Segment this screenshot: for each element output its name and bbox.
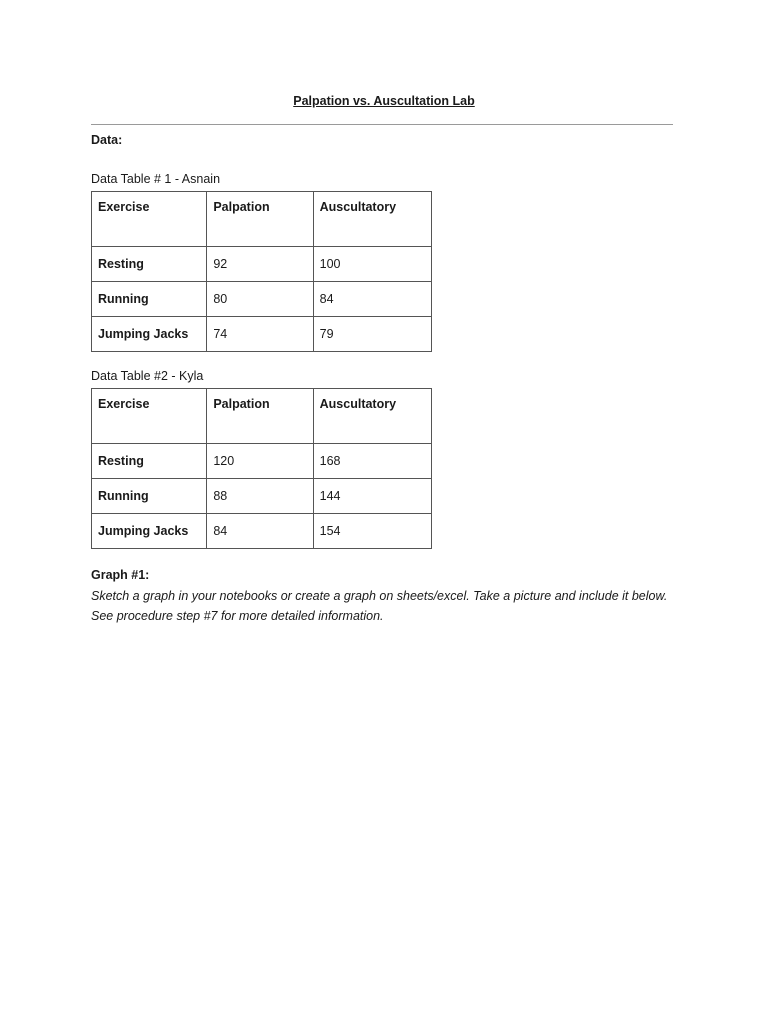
header-palpation: Palpation	[207, 389, 313, 444]
table-row	[92, 444, 432, 479]
table-row	[92, 247, 432, 282]
auscultatory-cell: 100	[313, 247, 431, 282]
data-table-2	[91, 388, 432, 549]
exercise-cell: Jumping Jacks	[92, 514, 207, 549]
palpation-cell: 88	[207, 479, 313, 514]
palpation-cell: 120	[207, 444, 313, 479]
header-exercise: Exercise	[92, 192, 207, 247]
table-header-row	[92, 192, 432, 247]
data-table-1	[91, 191, 432, 352]
auscultatory-cell: 144	[313, 479, 431, 514]
instruction-line-1: Sketch a graph in your notebooks or create a graph on sheets/excel. Take a picture and include it below.	[91, 589, 668, 603]
header-auscultatory: Auscultatory	[313, 192, 431, 247]
exercise-cell: Running	[92, 282, 207, 317]
palpation-cell: 74	[207, 317, 313, 352]
table-row	[92, 479, 432, 514]
auscultatory-cell: 168	[313, 444, 431, 479]
table-2-caption: Data Table #2 - Kyla	[91, 369, 204, 383]
table-header-row	[92, 389, 432, 444]
graph-label: Graph #1:	[91, 568, 150, 582]
document-title: Palpation vs. Auscultation Lab	[293, 94, 475, 108]
palpation-cell: 80	[207, 282, 313, 317]
palpation-cell: 84	[207, 514, 313, 549]
palpation-cell: 92	[207, 247, 313, 282]
auscultatory-cell: 79	[313, 317, 431, 352]
instruction-line-2: See procedure step #7 for more detailed information.	[91, 609, 384, 623]
table-row	[92, 282, 432, 317]
exercise-cell: Resting	[92, 444, 207, 479]
exercise-cell: Jumping Jacks	[92, 317, 207, 352]
exercise-cell: Resting	[92, 247, 207, 282]
auscultatory-cell: 154	[313, 514, 431, 549]
header-auscultatory: Auscultatory	[313, 389, 431, 444]
table-row	[92, 317, 432, 352]
graph-instructions	[91, 586, 691, 626]
header-exercise: Exercise	[92, 389, 207, 444]
table-row	[92, 514, 432, 549]
header-palpation: Palpation	[207, 192, 313, 247]
table-1-caption: Data Table # 1 - Asnain	[91, 172, 221, 186]
data-section-label: Data:	[91, 133, 123, 147]
title-divider	[91, 124, 673, 125]
exercise-cell: Running	[92, 479, 207, 514]
auscultatory-cell: 84	[313, 282, 431, 317]
